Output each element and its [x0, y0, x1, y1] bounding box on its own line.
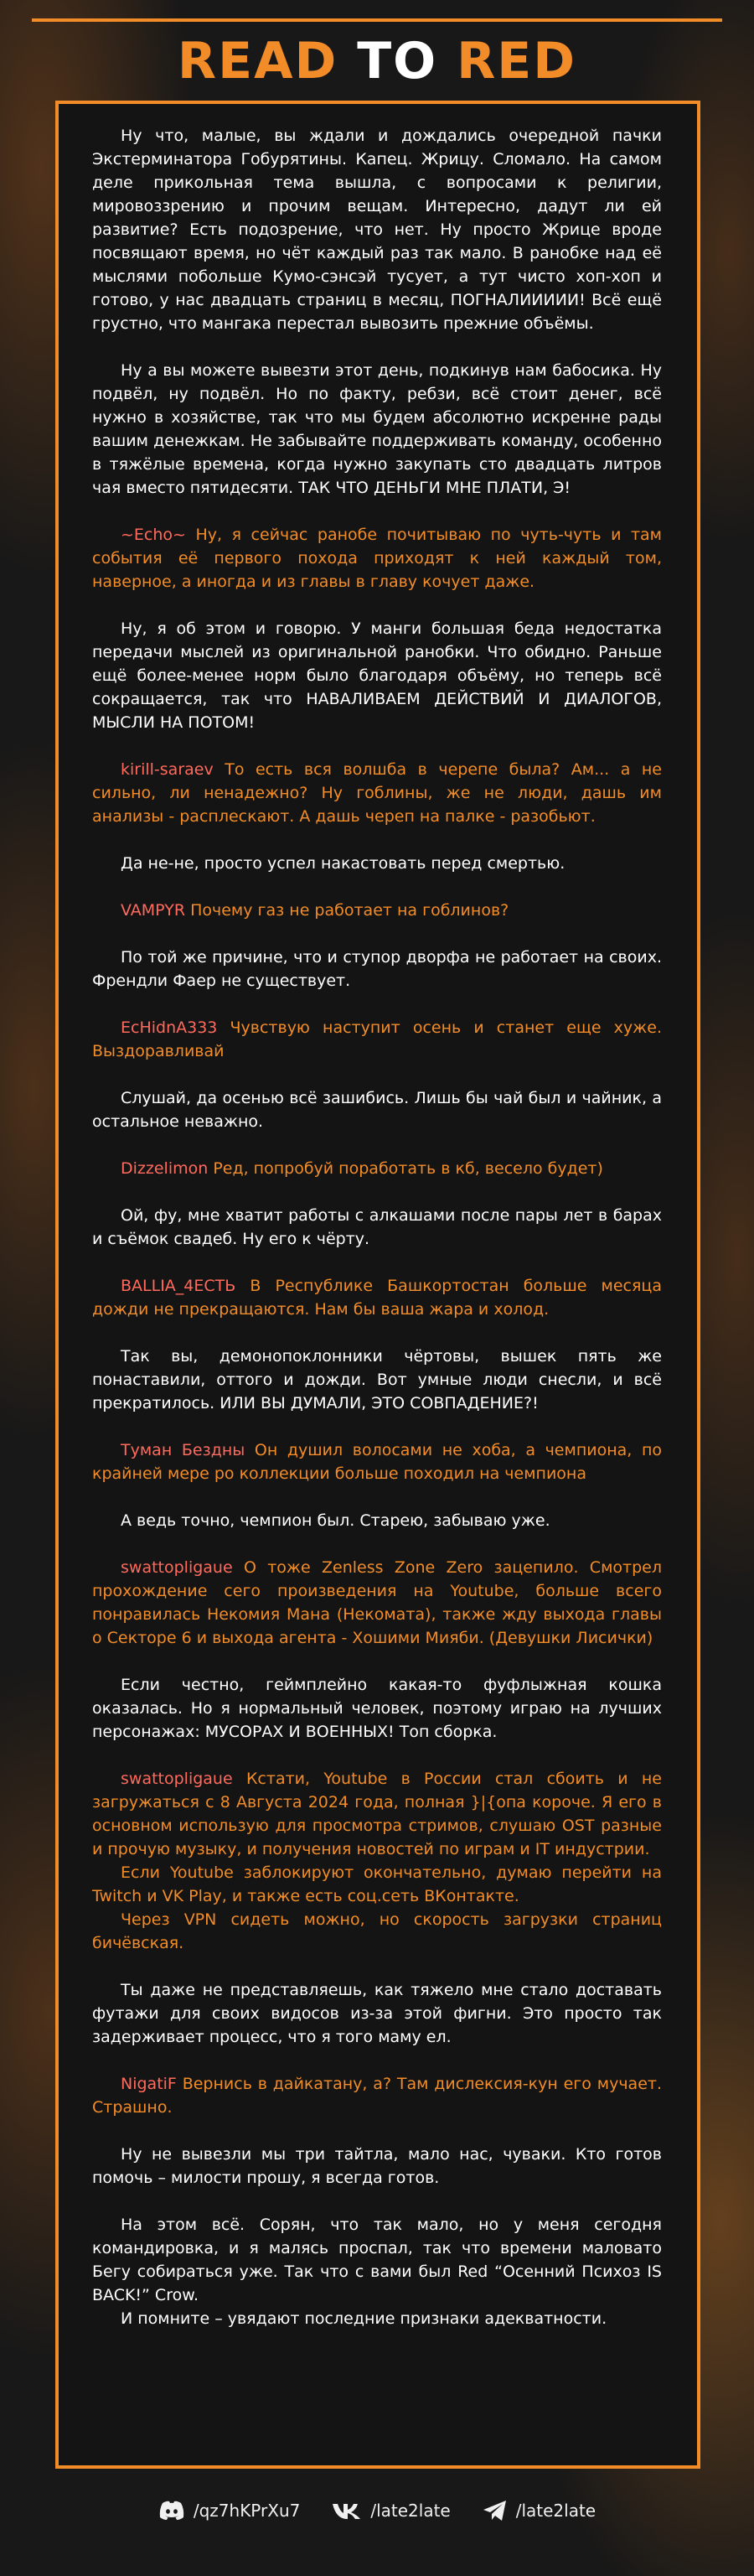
paragraph-text: Если честно, геймплейно какая-то фуфлыжная кошка оказалась. Но я нормальный человек, поэтому играю на лучших персонажах: МУСОРАХ И ВОЕННЫХ! Топ сборка. — [92, 1676, 662, 1741]
comment-nickname: swattopligaue — [121, 1770, 233, 1788]
vk-link[interactable] — [332, 2501, 450, 2521]
author-paragraph — [92, 1086, 662, 1133]
discord-label: /qz7hKPrXu7 — [193, 2501, 301, 2521]
reader-comment — [92, 899, 662, 922]
reader-comment — [92, 1016, 662, 1063]
title-read: READ — [177, 32, 338, 91]
comment-text: Вернись в дайкатану, а? Там дислексия-кун его мучает. Страшно. — [92, 2075, 662, 2117]
comment-text: Чувствую наступит осень и станет еще хуже. Выздоравливай — [92, 1018, 662, 1060]
content-body — [92, 124, 662, 2354]
paragraph-text: Да не-не, просто успел накастовать перед смертью. — [121, 854, 566, 873]
vk-icon — [332, 2501, 362, 2520]
author-paragraph — [92, 2143, 662, 2190]
social-footer — [0, 2490, 754, 2532]
comment-text: Он душил волосами не хоба, а чемпиона, по крайней мере ро коллекции больше походил на чемпиона — [92, 1441, 662, 1483]
author-paragraph — [92, 2213, 662, 2330]
author-paragraph — [92, 1345, 662, 1415]
telegram-label: /late2late — [515, 2501, 596, 2521]
paragraph-text: Слушай, да осенью всё зашибись. Лишь бы чай был и чайник, а остальное неважно. — [92, 1089, 662, 1131]
author-paragraph — [92, 359, 662, 500]
comment-text: Если Youtube заблокируют окончательно, думаю перейти на Twitch и VK Play, и также есть соц.сеть ВКонтакте. — [92, 1863, 662, 1905]
author-paragraph — [92, 1978, 662, 2049]
comment-nickname: kirill-saraev — [121, 760, 214, 779]
author-paragraph — [92, 1509, 662, 1532]
author-paragraph — [92, 1673, 662, 1744]
comment-nickname: NigatiF — [121, 2075, 177, 2093]
reader-comment — [92, 1556, 662, 1650]
telegram-link[interactable] — [483, 2500, 596, 2522]
telegram-icon — [483, 2500, 508, 2522]
paragraph-text: Ну что, малые, вы ждали и дождались очередной пачки Экстерминатора Гобурятины. Капец. Жрицу. Сломало. На самом деле прикольная тема вышла, с вопросами к религии, мировоззрению и прочим вещам. Интересно, дадут ли ей развитие? Есть подозрение, что нет. Ну просто Жрице вроде посвящают время, но чёт каждый раз так мало. В ранобке над её мыслями побольше Кумо-сэнсэй тусует, а тут чисто хоп-хоп и готово, у нас двадцать страниц в месяц, ПОГНАЛИИИИИ! Всё ещё грустно, что мангака перестал вывозить прежние объёмы. — [92, 127, 662, 333]
reader-comment — [92, 758, 662, 828]
paragraph-text: Ты даже не представляешь, как тяжело мне стало доставать футажи для своих видосов из-за этой фигни. Это просто так задерживает процесс, что я того маму ел. — [92, 1981, 662, 2046]
vk-label: /late2late — [370, 2501, 451, 2521]
comment-nickname: VAMPYR — [121, 901, 186, 920]
author-paragraph — [92, 852, 662, 875]
comment-text: О тоже Zenless Zone Zero зацепило. Смотрел прохождение сего произведения на Youtube, больше всего понравилась Некомия Мана (Некомата), также жду выхода главы о Секторе 6 и выхода агента - Хошими Мияби. (Девушки Лисички) — [92, 1558, 662, 1647]
comment-text: То есть вся волшба в черепе была? Ам... а не сильно, ли ненадежно? Ну гоблины, же не люди, дашь им анализы - расплескают. А дашь череп на палке - разобьют. — [92, 760, 662, 826]
paragraph-text: А ведь точно, чемпион был. Старею, забываю уже. — [121, 1511, 550, 1530]
reader-comment — [92, 1767, 662, 1955]
page-title — [0, 32, 754, 91]
comment-text: Кстати, Youtube в России стал сбоить и не загружаться с 8 Августа 2024 года, полная }|{опа короче. Я его в основном использую для просмотра стримов, слушаю OST разные и прочую музыку, и получения новостей по играм и IT индустрии. — [92, 1770, 662, 1858]
comment-text: Ред, попробуй поработать в кб, весело будет) — [208, 1159, 603, 1178]
paragraph-text: Ой, фу, мне хватит работы с алкашами после пары лет в барах и съёмок свадеб. Ну его к чёрту. — [92, 1206, 662, 1248]
author-paragraph — [92, 946, 662, 993]
paragraph-text: На этом всё. Сорян, что так мало, но у меня сегодня командировка, и я малясь проспал, так что времени маловато Бегу собираться уже. Так что с вами был Red “Осенний Психоз IS BACK!” Crow. — [92, 2216, 662, 2304]
comment-nickname: swattopligaue — [121, 1558, 233, 1577]
comment-nickname: ~Echo~ — [121, 526, 186, 544]
paragraph-text: Ну не вывезли мы три тайтла, мало нас, чуваки. Кто готов помочь – милости прошу, я всегда готов. — [92, 2145, 662, 2187]
author-paragraph — [92, 124, 662, 335]
discord-link[interactable] — [158, 2501, 300, 2521]
discord-icon — [158, 2501, 185, 2521]
title-to: TO — [357, 32, 438, 91]
comment-text: В Республике Башкортостан больше месяца дожди не прекращаются. Нам бы ваша жара и холод. — [92, 1277, 662, 1319]
reader-comment — [92, 1274, 662, 1321]
paragraph-text: И помните – увядают последние признаки адекватности. — [121, 2309, 607, 2328]
paragraph-text: Ну, я об этом и говорю. У манги большая беда недостатка передачи мыслей из оригинальной ранобки. Что обидно. Раньше ещё более-менее норм было благодаря объёму, но теперь всё сокращается, так что НАВАЛИВАЕМ ДЕЙСТВИЙ И ДИАЛОГОВ, МЫСЛИ НА ПОТОМ! — [92, 619, 662, 732]
comment-nickname: BALLIA_4ЕСТЬ — [121, 1277, 236, 1295]
paragraph-text: По той же причине, что и ступор дворфа не работает на своих. Френдли Фаер не существует. — [92, 948, 662, 990]
comment-text: Почему газ не работает на гоблинов? — [185, 901, 509, 920]
top-divider — [32, 18, 722, 22]
author-paragraph — [92, 617, 662, 734]
reader-comment — [92, 1438, 662, 1485]
author-paragraph — [92, 1204, 662, 1251]
title-red: RED — [457, 32, 577, 91]
reader-comment — [92, 1157, 662, 1180]
paragraph-text: Ну а вы можете вывезти этот день, подкинув нам бабосика. Ну подвёл, ну подвёл. Но по факту, ребзи, всё стоит денег, всё нужно в хозяйстве, так что мы будем абсолютно искренне рады вашим денежкам. Не забывайте поддерживать команду, особенно в тяжёлые времена, когда нужно закупать сто двадцать литров чая вместо пятидесяти. ТАК ЧТО ДЕНЬГИ МНЕ ПЛАТИ, Э! — [92, 361, 662, 497]
comment-nickname: Dizzelimon — [121, 1159, 209, 1178]
comment-nickname: EcHidnA333 — [121, 1018, 218, 1037]
paragraph-text: Так вы, демонопоклонники чёртовы, вышек пять же понаставили, оттого и дожди. Вот умные люди снесли, и всё прекратилось. ИЛИ ВЫ ДУМАЛИ, ЭТО СОВПАДЕНИЕ?! — [92, 1347, 662, 1412]
reader-comment — [92, 2072, 662, 2119]
comment-nickname: Туман Бездны — [121, 1441, 245, 1459]
comment-text: Ну, я сейчас ранобе почитываю по чуть-чуть и там события её первого похода приходят к ней каждый том, наверное, а иногда и из главы в главу кочует даже. — [92, 526, 662, 591]
comment-text: Через VPN сидеть можно, но скорость загрузки страниц бичёвская. — [92, 1910, 662, 1952]
reader-comment — [92, 523, 662, 593]
